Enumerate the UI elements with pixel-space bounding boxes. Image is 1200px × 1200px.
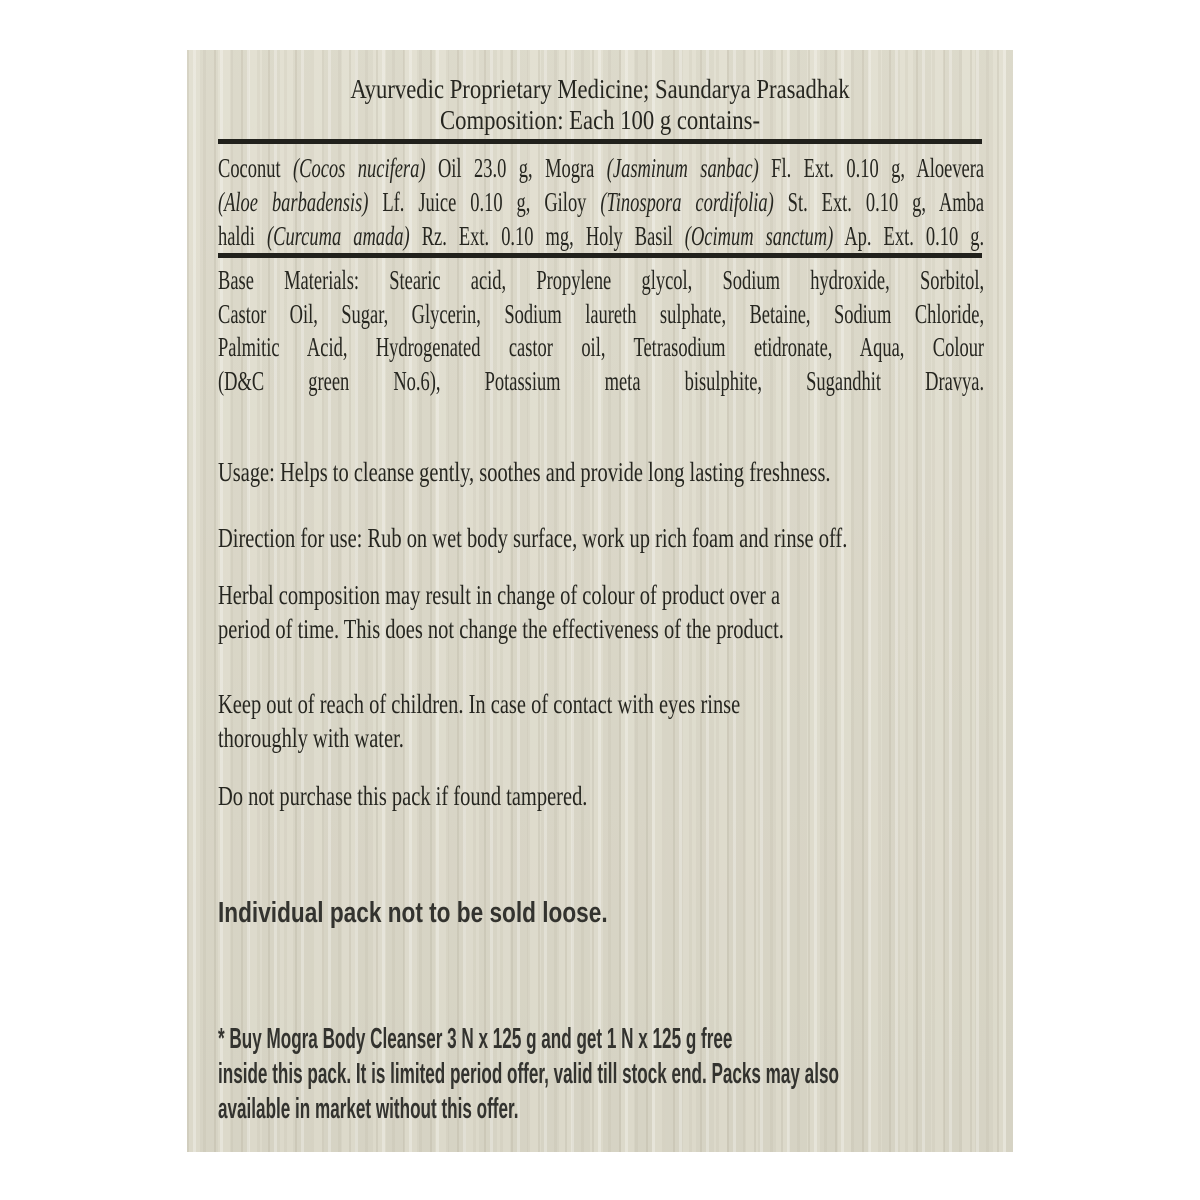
- divider-rule-bottom: [218, 253, 982, 258]
- text-line: (D&C green No.6), Potassium meta bisulphite, Sugandhit Dravya.: [218, 365, 985, 396]
- product-back-label: [187, 50, 1013, 1152]
- text-segment: haldi: [218, 221, 267, 251]
- text-segment: Oil 23.0 g, Mogra: [425, 153, 607, 183]
- text-line: [218, 185, 984, 219]
- caution-note: [218, 687, 984, 755]
- text-line: inside this pack. It is limited period offer, valid till stock end. Packs may also: [218, 1058, 839, 1090]
- botanical-name: (Aloe barbadensis): [218, 187, 369, 217]
- text-segment: Lf. Juice 0.10 g, Giloy: [368, 187, 601, 217]
- botanical-name: (Curcuma amada): [266, 221, 410, 251]
- header-composition-title: Composition: Each 100 g contains-: [439, 105, 760, 135]
- text-line: Herbal composition may result in change of colour of product over a: [218, 580, 781, 610]
- divider-rule-top: [218, 139, 982, 144]
- usage-note: [218, 455, 984, 489]
- loose-sale-warning: Individual pack not to be sold loose.: [218, 897, 608, 929]
- text-line: thoroughly with water.: [218, 723, 404, 753]
- text-line: Keep out of reach of children. In case of contact with eyes rinse: [218, 689, 741, 719]
- text-line: Castor Oil, Sugar, Glycerin, Sodium laureth sulphate, Betaine, Sodium Chloride,: [218, 298, 985, 329]
- text-line: [218, 151, 984, 185]
- text-line: * Buy Mogra Body Cleanser 3 N x 125 g and get 1 N x 125 g free: [218, 1023, 733, 1055]
- base-materials-paragraph: [218, 264, 984, 398]
- text-line: period of time. This does not change the effectiveness of the product.: [218, 614, 784, 644]
- promo-offer-note: [218, 1022, 1003, 1127]
- text-line: available in market without this offer.: [218, 1093, 519, 1125]
- composition-paragraph: [218, 151, 984, 253]
- text-line: Base Materials: Stearic acid, Propylene glycol, Sodium hydroxide, Sorbitol,: [218, 265, 985, 295]
- text-segment: Coconut: [218, 153, 294, 183]
- botanical-name: (Cocos nucifera): [293, 153, 426, 183]
- text-segment: Ap. Ext. 0.10 g.: [833, 221, 985, 251]
- tamper-warning: [218, 779, 984, 813]
- text-line: Do not purchase this pack if found tampered.: [218, 781, 588, 811]
- text-segment: Rz. Ext. 0.10 mg, Holy Basil: [409, 221, 685, 251]
- text-line: Direction for use: Rub on wet body surface, work up rich foam and rinse off.: [218, 523, 848, 553]
- text-segment: St. Ext. 0.10 g, Amba: [773, 187, 985, 217]
- text-line: Usage: Helps to cleanse gently, soothes and provide long lasting freshness.: [218, 457, 831, 487]
- text-segment: Fl. Ext. 0.10 g, Aloevera: [758, 153, 985, 183]
- header-medicine-type: Ayurvedic Proprietary Medicine; Saundarya Prasadhak: [350, 74, 850, 104]
- botanical-name: (Ocimum sanctum): [684, 221, 834, 251]
- botanical-name: (Jasminum sanbac): [606, 153, 759, 183]
- text-line: [218, 219, 984, 253]
- botanical-name: (Tinospora cordifolia): [600, 187, 774, 217]
- text-line: Palmitic Acid, Hydrogenated castor oil, Tetrasodium etidronate, Aqua, Colour: [218, 332, 985, 362]
- directions-note: [218, 521, 984, 555]
- herbal-colour-note: [218, 578, 984, 646]
